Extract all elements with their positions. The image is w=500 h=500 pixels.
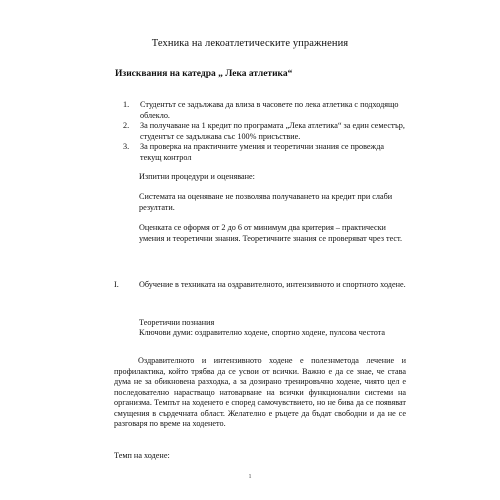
body-paragraph: Оздравителното и интензивното ходене е полезнметода лечение и профилактика, който трябва да се усвои от всички. Важно е да се знае, че става дума не за обикновена разходка, а за дозирано тренировъчно ходене, чиято цел е последователно нарастващо натоварване на всички функционални системи на организма. Темпът на ходенето е според самочувствието, но не бива да се появяват смущения в сърдечната област. Желателно е ръцете да бъдат свободни и да не се разговаря по време на ходенето. [114,356,406,428]
list-item-text: Студентът се задължава да влиза в часовете по лека атлетика с подходящо облекло. [140,100,399,120]
list-item-number: 3. [123,142,130,152]
list-item-number: 1. [123,100,130,109]
exam-heading: Изпитни процедури и оценяване: [139,172,255,181]
theory-heading: Теоретични познания [139,318,215,327]
list-item [123,121,405,142]
section-number: I. [114,280,119,289]
list-item-text: За получаване на 1 кредит по програмата „Лека атлетика“ за един семестър, студентът се задължава със 100% присъствие. [140,121,405,141]
section-title: Обучение в техниката на оздравителното, интензивното и спортното ходене. [139,280,406,289]
section-heading [114,280,406,291]
list-item [123,100,405,121]
page-number: 1 [248,474,252,480]
exam-paragraph-2: Оценката се оформя от 2 до 6 от минимум два критерия – практически умения и теоретични знания. Теоретичните знания се проверяват чрез тест. [139,223,403,243]
list-item [123,142,405,163]
document-title: Техника на лекоатлетическите упражнения [151,38,349,49]
tempo-label: Темп на ходене: [114,451,170,460]
keywords-line: Ключови думи: оздравително ходене, спортно ходене, пулсова честота [139,328,386,337]
list-item-text: За проверка на практичните умения и теоретични знания се провежда текущ контрол [140,142,385,162]
exam-paragraph-1: Системата на оценяване не позволява получаването на кредит при слаби резултати. [139,192,393,212]
list-item-number: 2. [123,121,130,131]
requirements-heading: Изисквания на катедра „ Лека атлетика“ [115,69,293,79]
requirements-list [123,100,405,164]
